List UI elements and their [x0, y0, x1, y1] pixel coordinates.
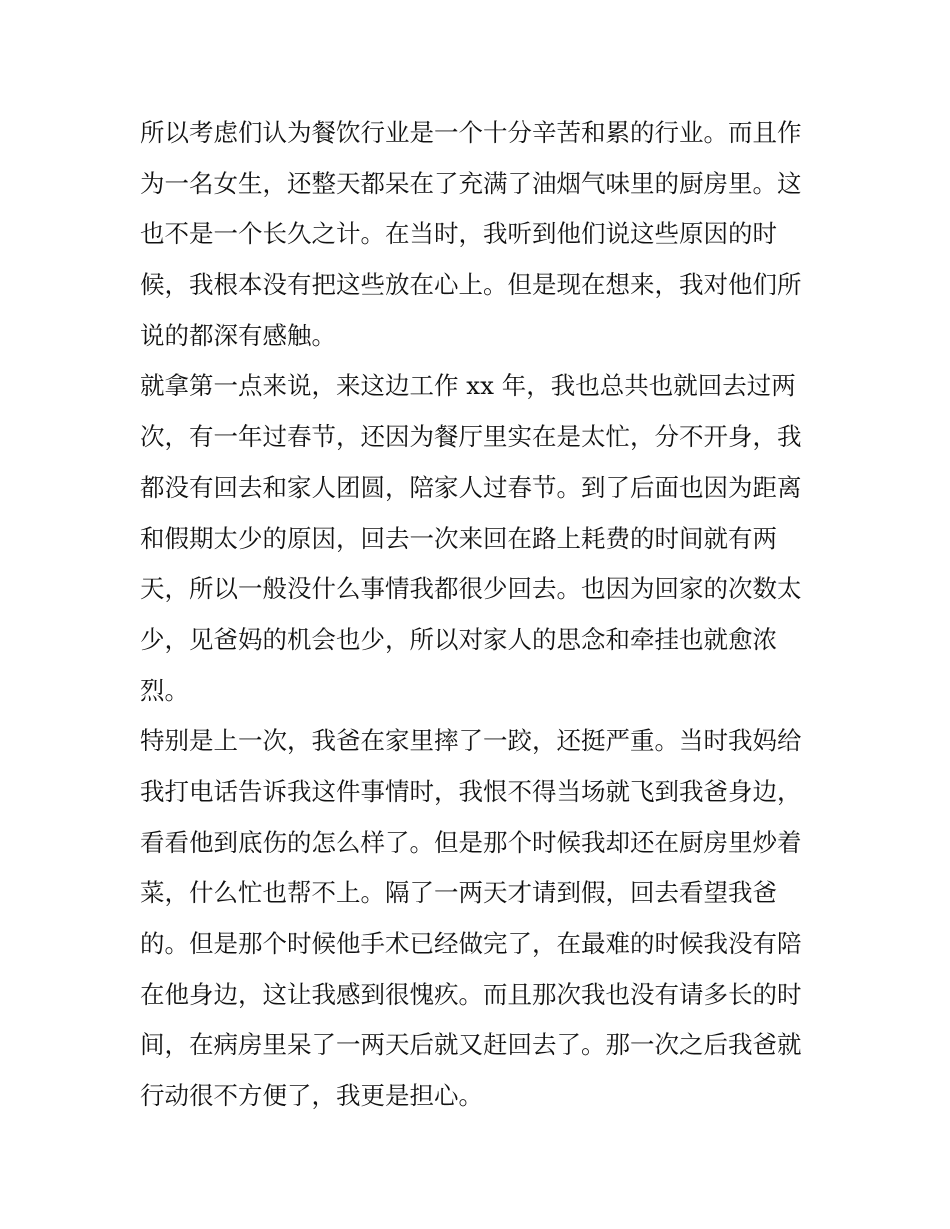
text-line: 为一名女生，还整天都呆在了充满了油烟气味里的厨房里。这 — [140, 168, 802, 198]
text-line: 次，有一年过春节，还因为餐厅里实在是太忙，分不开身，我 — [140, 422, 802, 452]
text-line: 候，我根本没有把这些放在心上。但是现在想来，我对他们所 — [140, 270, 802, 300]
text-line: 所以考虑们认为餐饮行业是一个十分辛苦和累的行业。而且作 — [140, 118, 802, 147]
text-line: 烈。 — [140, 675, 189, 705]
text-line: 就拿第一点来说，来这边工作 xx 年，我也总共也就回去过两 — [140, 371, 796, 401]
text-line: 特别是上一次，我爸在家里摔了一跤，还挺严重。当时我妈给 — [140, 726, 802, 756]
text-line: 天，所以一般没什么事情我都很少回去。也因为回家的次数太 — [140, 574, 802, 604]
text-line: 说的都深有感触。 — [140, 320, 336, 350]
text-line: 在他身边，这让我感到很愧疚。而且那次我也没有请多长的时 — [140, 979, 802, 1009]
text-line: 也不是一个长久之计。在当时，我听到他们说这些原因的时 — [140, 219, 777, 249]
text-line: 的。但是那个时候他手术已经做完了，在最难的时候我没有陪 — [140, 929, 802, 958]
text-line: 菜，什么忙也帮不上。隔了一两天才请到假，回去看望我爸 — [140, 878, 777, 908]
text-line: 少，见爸妈的机会也少，所以对家人的思念和牵挂也就愈浓 — [140, 624, 777, 654]
text-line: 我打电话告诉我这件事情时，我恨不得当场就飞到我爸身边， — [140, 776, 802, 806]
text-line: 看看他到底伤的怎么样了。但是那个时候我却还在厨房里炒着 — [140, 827, 802, 857]
text-line: 间，在病房里呆了一两天后就又赶回去了。那一次之后我爸就 — [140, 1030, 802, 1060]
text-line: 行动很不方便了，我更是担心。 — [140, 1081, 483, 1111]
body-text — [140, 108, 820, 1122]
text-line: 和假期太少的原因，回去一次来回在路上耗费的时间就有两 — [140, 523, 777, 553]
text-line: 都没有回去和家人团圆，陪家人过春节。到了后面也因为距离 — [140, 472, 802, 502]
